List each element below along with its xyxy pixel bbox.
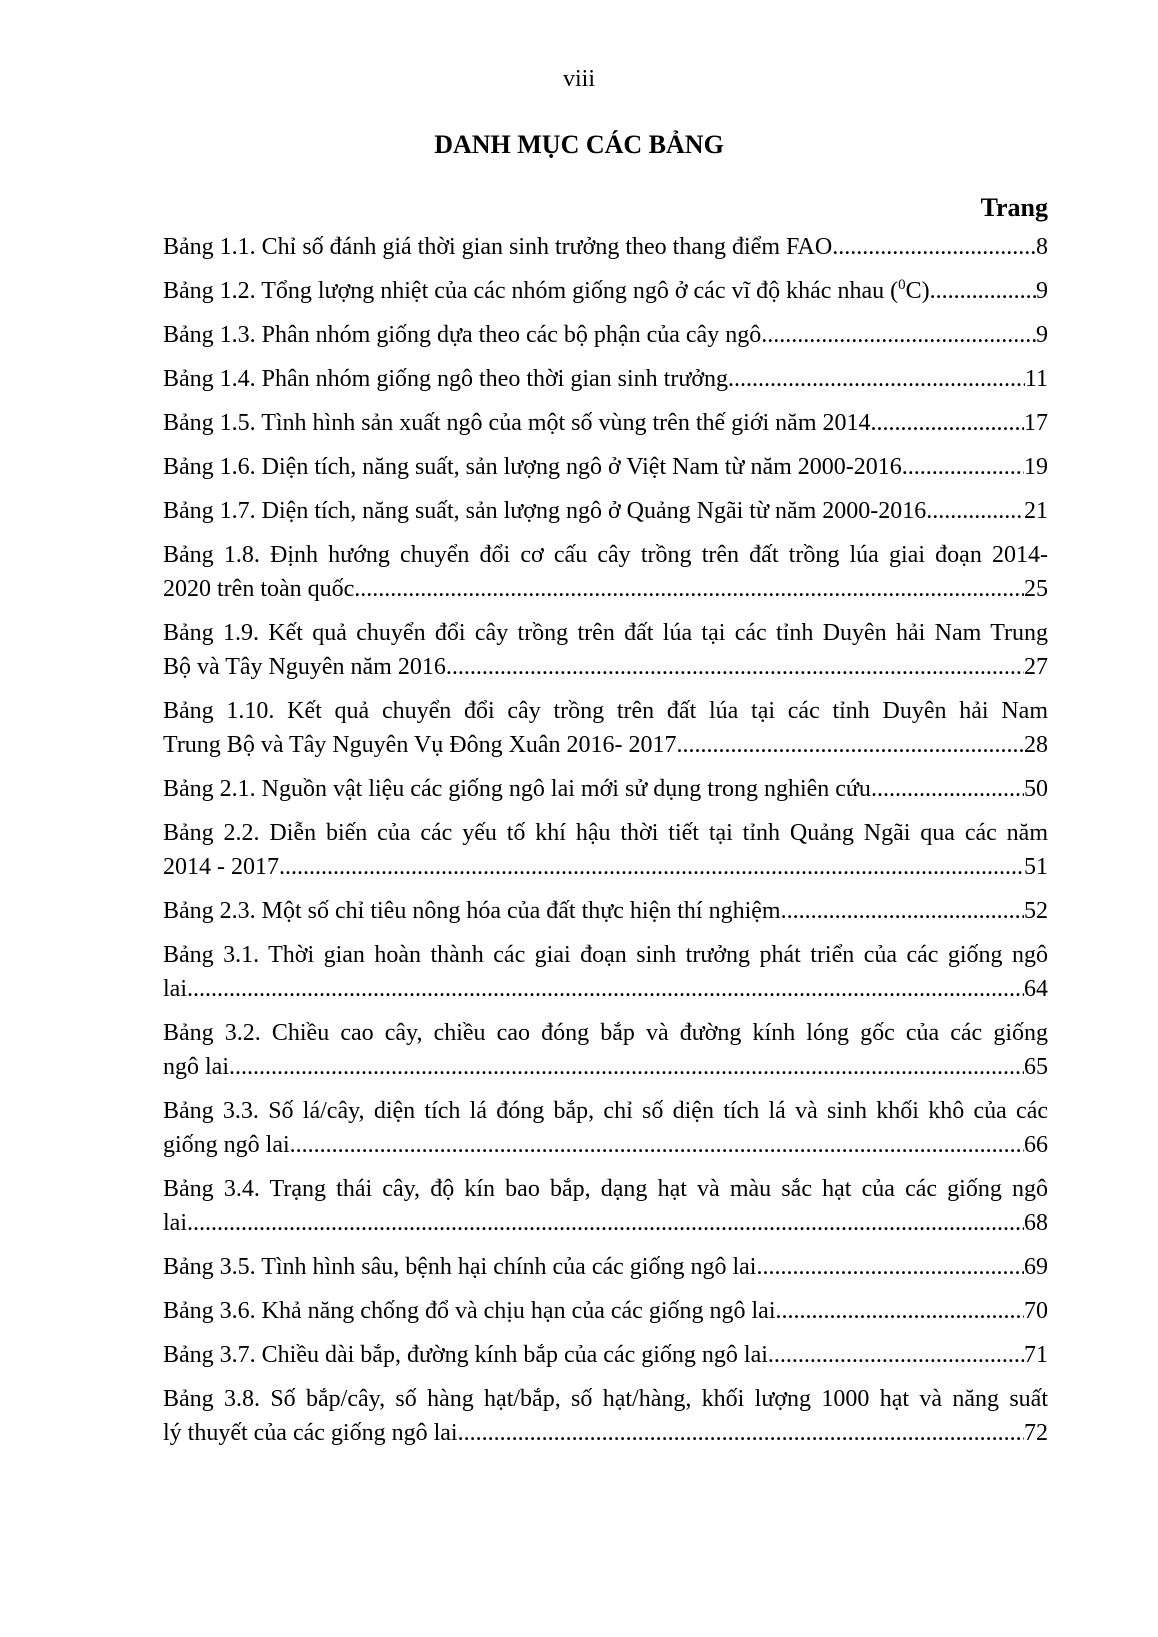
- dot-leader: [229, 1050, 1024, 1084]
- entry-page: 28: [1024, 732, 1048, 758]
- degree-superscript: 0: [898, 277, 906, 293]
- entry-page: 8: [1036, 234, 1048, 260]
- entry-page: 52: [1024, 898, 1048, 924]
- entry-page: 72: [1024, 1420, 1048, 1446]
- entry-page: 25: [1024, 576, 1048, 602]
- entry-page: 21: [1024, 498, 1048, 524]
- entry-label: Bảng 3.7. Chiều dài bắp, đường kính bắp của các giống ngô lai: [163, 1342, 768, 1368]
- entry-page: 19: [1024, 454, 1048, 480]
- entry-label-part: C): [905, 278, 930, 304]
- entry-label: Bảng 2.1. Nguồn vật liệu các giống ngô lai mới sử dụng trong nghiên cứu: [163, 776, 871, 802]
- entry-label: Bảng 1.5. Tình hình sản xuất ngô của một số vùng trên thế giới năm 2014: [163, 410, 871, 436]
- entry-label-part: Bảng 1.2. Tổng lượng nhiệt của các nhóm giống ngô ở các vĩ độ khác nhau (: [163, 278, 899, 304]
- entry-page: 70: [1024, 1298, 1048, 1324]
- table-entry-1-8[interactable]: [163, 538, 1048, 606]
- entry-label-line-2: Trung Bộ và Tây Nguyên Vụ Đông Xuân 2016- 2017: [163, 732, 677, 758]
- page-title: DANH MỤC CÁC BẢNG: [434, 130, 724, 159]
- entry-page: 51: [1024, 854, 1048, 880]
- dot-leader: [776, 1294, 1025, 1328]
- entry-label: Bảng 1.3. Phân nhóm giống dựa theo các bộ phận của cây ngô: [163, 322, 762, 348]
- table-entry-1-1[interactable]: [163, 230, 1048, 264]
- entry-page: 11: [1024, 366, 1048, 392]
- dot-leader: [279, 850, 1024, 884]
- entry-page: 17: [1024, 410, 1048, 436]
- dot-leader: [187, 972, 1024, 1006]
- dot-leader: [926, 494, 1024, 528]
- entry-label-line-2: lai: [163, 976, 187, 1002]
- entry-label-line-1: Bảng 3.1. Thời gian hoàn thành các giai đoạn sinh trưởng phát triển của các giống ngô: [163, 942, 1048, 968]
- entry-label-line-1: Bảng 3.2. Chiều cao cây, chiều cao đóng bắp và đường kính lóng gốc của các giống: [163, 1020, 1048, 1046]
- dot-leader: [354, 572, 1024, 606]
- entry-label-line-1: Bảng 1.8. Định hướng chuyển đổi cơ cấu cây trồng trên đất trồng lúa giai đoạn 2014-: [163, 542, 1048, 568]
- table-entry-1-10[interactable]: [163, 694, 1048, 762]
- entry-page: 27: [1024, 654, 1048, 680]
- dot-leader: [446, 650, 1024, 684]
- entry-label-line-2: 2020 trên toàn quốc: [163, 576, 355, 602]
- table-entry-1-9[interactable]: [163, 616, 1048, 684]
- table-entry-2-1[interactable]: [163, 772, 1048, 806]
- table-entry-3-7[interactable]: [163, 1338, 1048, 1372]
- entry-label: Bảng 2.3. Một số chỉ tiêu nông hóa của đất thực hiện thí nghiệm: [163, 898, 781, 924]
- page-number: viii: [562, 66, 595, 92]
- entry-page: 9: [1036, 278, 1048, 304]
- entry-label-line-1: Bảng 1.10. Kết quả chuyển đổi cây trồng trên đất lúa tại các tỉnh Duyên hải Nam: [163, 698, 1048, 724]
- table-entry-3-5[interactable]: [163, 1250, 1048, 1284]
- entry-label: Bảng 3.5. Tình hình sâu, bệnh hại chính của các giống ngô lai: [163, 1254, 757, 1280]
- table-entry-1-2[interactable]: [163, 274, 1048, 308]
- entry-label: Bảng 1.4. Phân nhóm giống ngô theo thời gian sinh trưởng: [163, 366, 729, 392]
- entry-label: [163, 274, 930, 308]
- dot-leader: [187, 1206, 1024, 1240]
- entry-label-line-2: Bộ và Tây Nguyên năm 2016: [163, 654, 446, 680]
- page-column-label: Trang: [980, 193, 1048, 222]
- dot-leader: [290, 1128, 1024, 1162]
- entry-label-line-1: Bảng 1.9. Kết quả chuyển đổi cây trồng trên đất lúa tại các tỉnh Duyên hải Nam Trung: [163, 620, 1048, 646]
- entry-label-line-2: 2014 - 2017: [163, 854, 279, 880]
- entry-label: Bảng 3.6. Khả năng chống đổ và chịu hạn của các giống ngô lai: [163, 1298, 776, 1324]
- dot-leader: [677, 728, 1024, 762]
- entry-label-line-2: lai: [163, 1210, 187, 1236]
- entry-page: 66: [1024, 1132, 1048, 1158]
- dot-leader: [728, 362, 1025, 396]
- dot-leader: [768, 1338, 1024, 1372]
- table-entry-3-3[interactable]: [163, 1094, 1048, 1162]
- dot-leader: [781, 894, 1024, 928]
- table-entry-3-2[interactable]: [163, 1016, 1048, 1084]
- entry-label-line-2: giống ngô lai: [163, 1132, 290, 1158]
- entry-page: 65: [1024, 1054, 1048, 1080]
- entry-label-line-2: ngô lai: [163, 1054, 229, 1080]
- entry-page: 71: [1024, 1342, 1048, 1368]
- table-entry-3-8[interactable]: [163, 1382, 1048, 1450]
- entry-label: Bảng 1.6. Diện tích, năng suất, sản lượng ngô ở Việt Nam từ năm 2000-2016: [163, 454, 902, 480]
- table-entry-1-5[interactable]: [163, 406, 1048, 440]
- dot-leader: [902, 450, 1024, 484]
- entry-page: 9: [1036, 322, 1048, 348]
- dot-leader: [756, 1250, 1024, 1284]
- dot-leader: [871, 772, 1024, 806]
- entry-label: Bảng 1.7. Diện tích, năng suất, sản lượng ngô ở Quảng Ngãi từ năm 2000-2016: [163, 498, 927, 524]
- table-entry-2-2[interactable]: [163, 816, 1048, 884]
- dot-leader: [871, 406, 1025, 440]
- entry-label: Bảng 1.1. Chỉ số đánh giá thời gian sinh trưởng theo thang điểm FAO: [163, 234, 833, 260]
- entry-label-line-1: Bảng 3.4. Trạng thái cây, độ kín bao bắp, dạng hạt và màu sắc hạt của các giống ngô: [163, 1176, 1048, 1202]
- dot-leader: [930, 274, 1036, 308]
- entry-label-line-1: Bảng 3.3. Số lá/cây, diện tích lá đóng bắp, chỉ số diện tích lá và sinh khối khô của các: [163, 1098, 1048, 1124]
- entry-label-line-2: lý thuyết của các giống ngô lai: [163, 1420, 458, 1446]
- dot-leader: [832, 230, 1036, 264]
- table-entry-1-3[interactable]: [163, 318, 1048, 352]
- table-entry-2-3[interactable]: [163, 894, 1048, 928]
- entry-page: 69: [1024, 1254, 1048, 1280]
- dot-leader: [458, 1416, 1024, 1450]
- table-entry-1-6[interactable]: [163, 450, 1048, 484]
- table-entry-3-6[interactable]: [163, 1294, 1048, 1328]
- table-entry-1-7[interactable]: [163, 494, 1048, 528]
- table-entry-1-4[interactable]: [163, 362, 1048, 396]
- entry-label-line-1: Bảng 3.8. Số bắp/cây, số hàng hạt/bắp, số hạt/hàng, khối lượng 1000 hạt và năng suất: [163, 1386, 1048, 1412]
- table-list: [163, 230, 1048, 1460]
- table-entry-3-1[interactable]: [163, 938, 1048, 1006]
- table-entry-3-4[interactable]: [163, 1172, 1048, 1240]
- entry-label-line-1: Bảng 2.2. Diễn biến của các yếu tố khí hậu thời tiết tại tỉnh Quảng Ngãi qua các năm: [163, 820, 1048, 846]
- dot-leader: [761, 318, 1036, 352]
- entry-page: 64: [1024, 976, 1048, 1002]
- entry-page: 50: [1024, 776, 1048, 802]
- entry-page: 68: [1024, 1210, 1048, 1236]
